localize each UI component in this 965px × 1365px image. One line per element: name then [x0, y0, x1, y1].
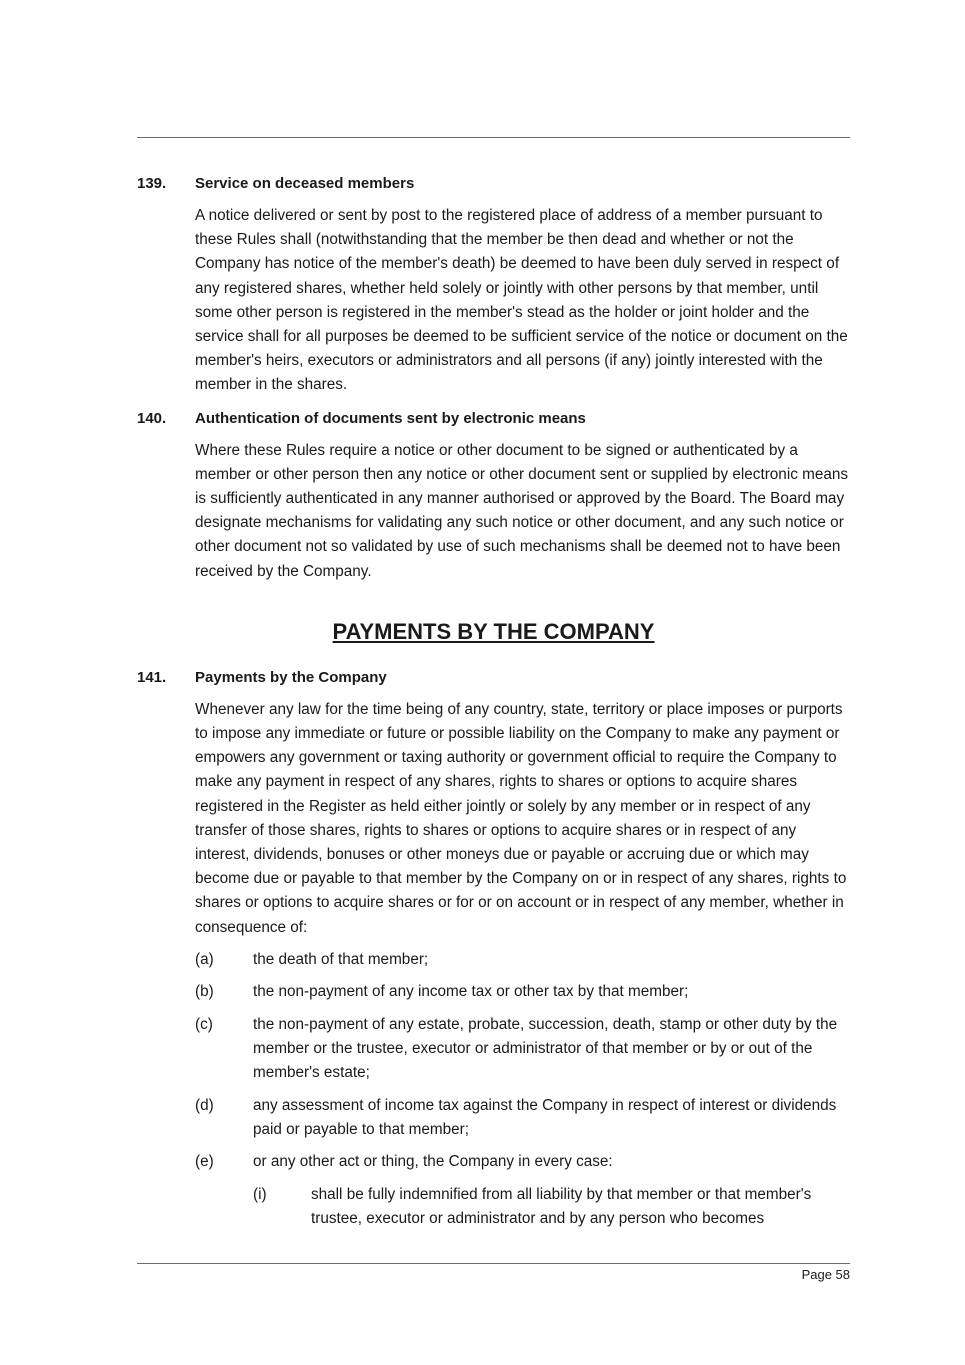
sub-clause	[195, 980, 850, 1004]
sub-clause-text: the non-payment of any estate, probate, succession, death, stamp or other duty by the member or the trustee, executor or administrator of that member or by or out of the member's estate;	[253, 1015, 838, 1082]
sub-clause-label: (b)	[195, 983, 214, 1001]
clause-number: 141.	[137, 668, 167, 686]
clause-number: 140.	[137, 409, 167, 427]
clause-141	[137, 666, 850, 1240]
sub-clause-text: any assessment of income tax against the Company in respect of interest or dividends paid or payable to that member;	[253, 1096, 837, 1138]
nested-clause-label: (i)	[253, 1185, 267, 1203]
clause-heading	[137, 666, 850, 690]
clause-139	[137, 172, 850, 398]
section-title: PAYMENTS BY THE COMPANY	[332, 618, 655, 644]
header-rule	[137, 137, 850, 138]
nested-clause	[253, 1183, 850, 1231]
sub-clause-label: (c)	[195, 1015, 213, 1033]
sub-clause-label: (e)	[195, 1153, 214, 1171]
clause-heading	[137, 172, 850, 196]
clause-body: Where these Rules require a notice or other document to be signed or authenticated by a member or other person then any notice or other document sent or supplied by electronic means is sufficiently authenticated in any manner authorised or approved by the Board. The Board may designate mechanisms for validating any such notice or other document, and any such notice or other document not so validated by use of such mechanisms shall be deemed not to have been received by the Company.	[195, 441, 849, 580]
sub-clause-label: (a)	[195, 950, 214, 968]
clause-title: Service on deceased members	[195, 175, 415, 192]
sub-clause	[195, 1094, 850, 1142]
sub-clause	[195, 1150, 850, 1239]
sub-clause-body	[253, 1150, 850, 1239]
nested-clause-text: shall be fully indemnified from all liability by that member or that member's trustee, executor or administrator and by any person who becomes	[311, 1185, 812, 1227]
sub-clause-text: the death of that member;	[253, 950, 429, 968]
sub-clause-label: (d)	[195, 1096, 214, 1114]
clause-number: 139.	[137, 175, 167, 192]
clause-body: A notice delivered or sent by post to the registered place of address of a member pursuant to these Rules shall (notwithstanding that the member be then dead and whether or not the Company has notice of the member's death) be deemed to have been duly served in respect of any registered shares, whether held solely or jointly with other persons by that member, until some other person is registered in the member's stead as the holder or joint holder and the service shall for all purposes be deemed to be sufficient service of the notice or document on the member's heirs, executors or administrators and all persons (if any) jointly interested with the member in the shares.	[195, 207, 848, 394]
sub-clause-text: or any other act or thing, the Company in every case:	[253, 1153, 613, 1171]
clause-140	[137, 407, 850, 584]
sub-clause	[195, 948, 850, 972]
page-content	[137, 172, 850, 1248]
nested-clause-list	[253, 1183, 850, 1231]
sub-clause	[195, 1013, 850, 1086]
footer-rule	[137, 1263, 850, 1264]
clause-heading	[137, 407, 850, 431]
sub-clause-text: the non-payment of any income tax or other tax by that member;	[253, 983, 689, 1001]
clause-title: Payments by the Company	[195, 668, 387, 686]
page-number: Page 58	[801, 1267, 850, 1282]
sub-clause-list	[195, 948, 850, 1240]
clause-title: Authentication of documents sent by electronic means	[195, 409, 586, 427]
clause-body: Whenever any law for the time being of any country, state, territory or place imposes or purports to impose any immediate or future or possible liability on the Company to make any payment or empowers any government or taxing authority or government official to require the Company to make any payment in respect of any shares, rights to shares or options to acquire shares registered in the Register as held either jointly or solely by any member or in respect of any transfer of those shares, rights to shares or options to acquire shares or in respect of any interest, dividends, bonuses or other moneys due or payable or accruing due or which may become due or payable to that member by the Company on or in respect of any shares, rights to shares or options to acquire shares or for or on account or in respect of any member, whether in consequence of:	[195, 700, 847, 936]
